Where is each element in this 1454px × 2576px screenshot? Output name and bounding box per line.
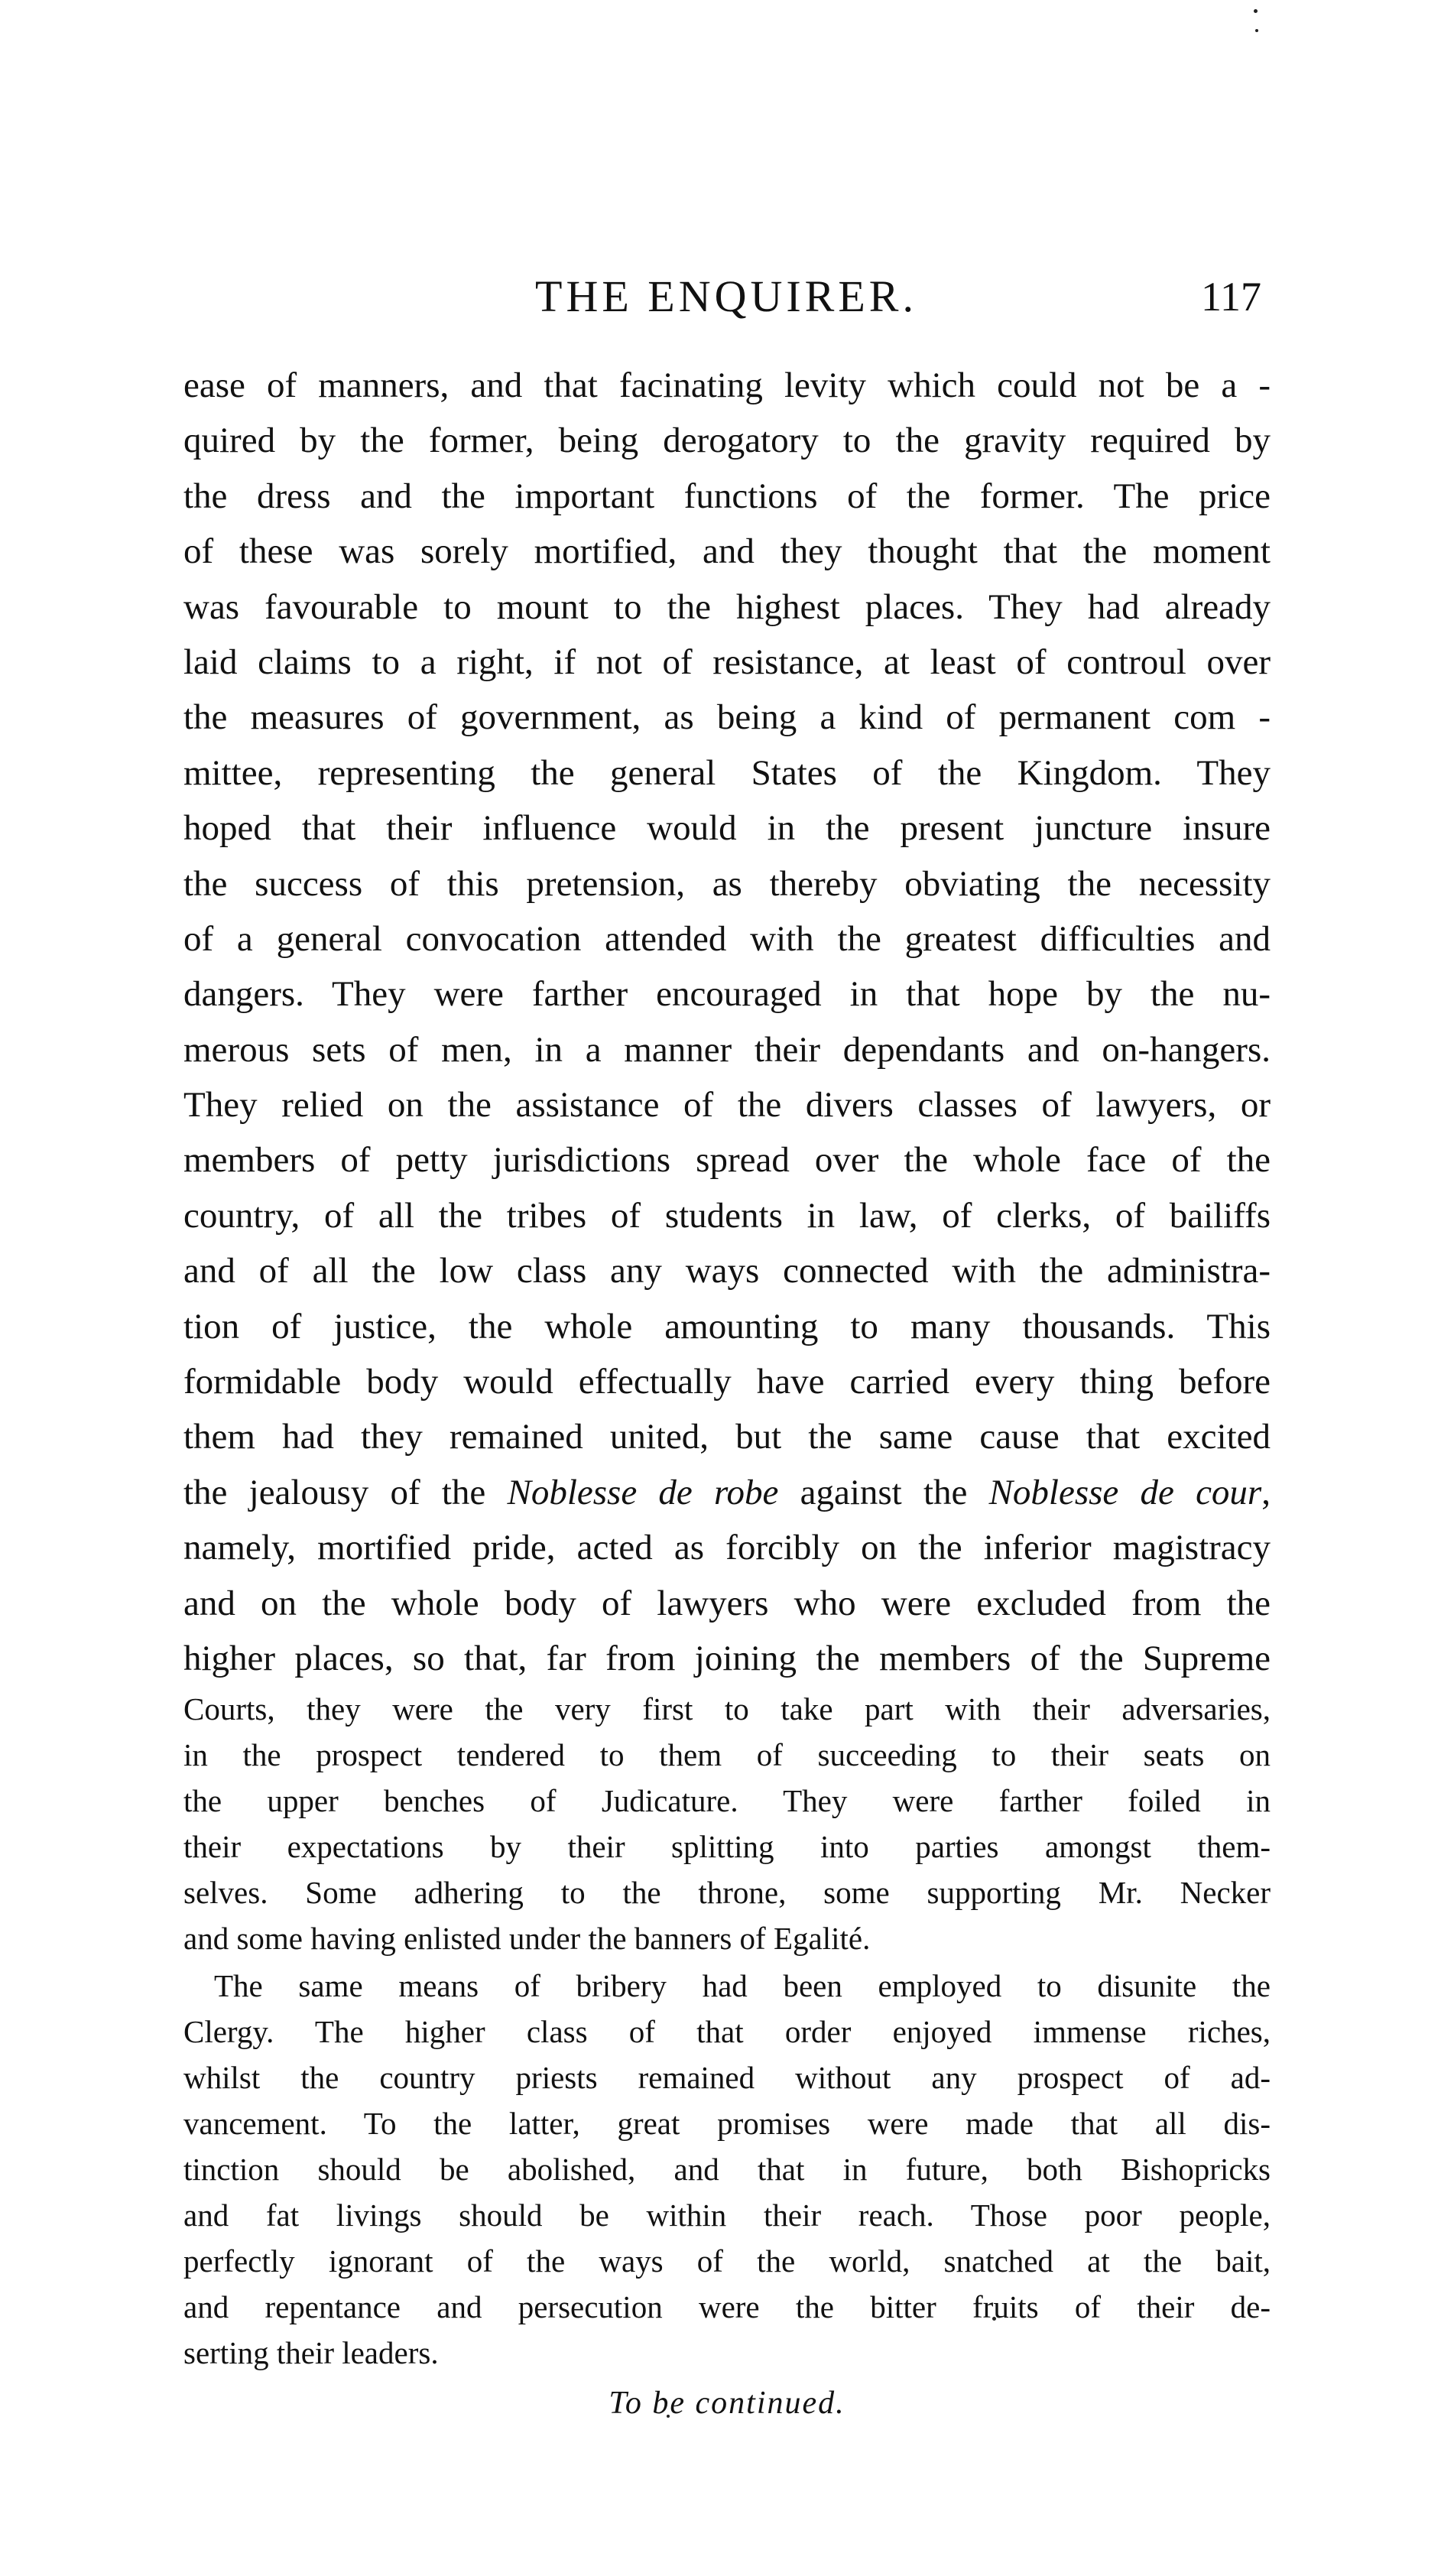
- text-line: whilst the country priests remained without any prospect of ad-: [183, 2060, 1271, 2096]
- text-line: and fat livings should be within their reach. Those poor people,: [183, 2198, 1271, 2233]
- scan-speck: [1255, 29, 1258, 32]
- page-number: 117: [1201, 274, 1261, 320]
- paragraph-2: [183, 1963, 1271, 2376]
- text-line: selves. Some adhering to the throne, some supporting Mr. Necker: [183, 1875, 1271, 1911]
- scan-speck: [1254, 9, 1258, 13]
- text-line: the upper benches of Judicature. They were farther foiled in: [183, 1783, 1271, 1819]
- text-line: namely, mortified pride, acted as forcibly on the inferior magistracy: [183, 1528, 1271, 1568]
- text-line: country, of all the tribes of students in law, of clerks, of bailiffs: [183, 1195, 1271, 1236]
- running-title: THE ENQUIRER.: [535, 271, 917, 321]
- text-line: tion of justice, the whole amounting to many thousands. This: [183, 1306, 1271, 1346]
- text-line: in the prospect tendered to them of succeeding to their seats on: [183, 1737, 1271, 1773]
- text-line: quired by the former, being derogatory to the gravity required by: [183, 421, 1271, 461]
- text-line: of a general convocation attended with the greatest difficulties and: [183, 918, 1271, 959]
- text-line: and some having enlisted under the banners of Egalité.: [183, 1921, 871, 1957]
- text-line: perfectly ignorant of the ways of the world, snatched at the bait,: [183, 2243, 1271, 2279]
- text-line: serting their leaders.: [183, 2335, 439, 2371]
- text-line: them had they remained united, but the same cause that excited: [183, 1417, 1271, 1457]
- body-text: [183, 358, 1271, 2422]
- text-line: and repentance and persecution were the bitter fruits of their de-: [183, 2289, 1271, 2325]
- text-line: formidable body would effectually have carried every thing before: [183, 1362, 1271, 1402]
- text-line: mittee, representing the general States of the Kingdom. They: [183, 752, 1271, 793]
- text-line: The same means of bribery had been employed to disunite the: [214, 1968, 1271, 2004]
- paragraph-1-upper: [183, 358, 1271, 1686]
- text-line: Clergy. The higher class of that order enjoyed immense riches,: [183, 2014, 1271, 2050]
- text-line: the jealousy of the Noblesse de robe against the Noblesse de cour,: [183, 1472, 1271, 1512]
- text-line: dangers. They were farther encouraged in that hope by the nu-: [183, 974, 1271, 1015]
- text-line: higher places, so that, far from joining the members of the Supreme: [183, 1638, 1271, 1678]
- text-line: vancement. To the latter, great promises were made that all dis-: [183, 2106, 1271, 2142]
- text-line: They relied on the assistance of the divers classes of lawyers, or: [183, 1085, 1271, 1126]
- text-line: and on the whole body of lawyers who were excluded from the: [183, 1583, 1271, 1623]
- text-line: the dress and the important functions of the former. The price: [183, 476, 1271, 516]
- to-be-continued: To be continued.: [609, 2386, 845, 2422]
- text-line: Courts, they were the very first to take part with their adversaries,: [183, 1691, 1271, 1727]
- text-line: tinction should be abolished, and that in future, both Bishopricks: [183, 2152, 1271, 2188]
- text-line: of these was sorely mortified, and they thought that the moment: [183, 531, 1271, 572]
- text-line: members of petty jurisdictions spread over the whole face of the: [183, 1140, 1271, 1181]
- paragraph-1-lower: [183, 1686, 1271, 1961]
- text-line: merous sets of men, in a manner their dependants and on-hangers.: [183, 1029, 1271, 1070]
- text-line: ease of manners, and that facinating levity which could not be a -: [183, 365, 1271, 405]
- text-line: the measures of government, as being a kind of permanent com -: [183, 697, 1271, 738]
- text-line: hoped that their influence would in the present juncture insure: [183, 808, 1271, 849]
- text-line: was favourable to mount to the highest places. They had already: [183, 586, 1271, 627]
- text-line: and of all the low class any ways connected with the administra-: [183, 1251, 1271, 1291]
- text-line: laid claims to a right, if not of resistance, at least of controul over: [183, 642, 1271, 682]
- text-line: the success of this pretension, as thereby obviating the necessity: [183, 863, 1271, 904]
- text-line: their expectations by their splitting into parties amongst them-: [183, 1829, 1271, 1865]
- page-header: [191, 266, 1261, 327]
